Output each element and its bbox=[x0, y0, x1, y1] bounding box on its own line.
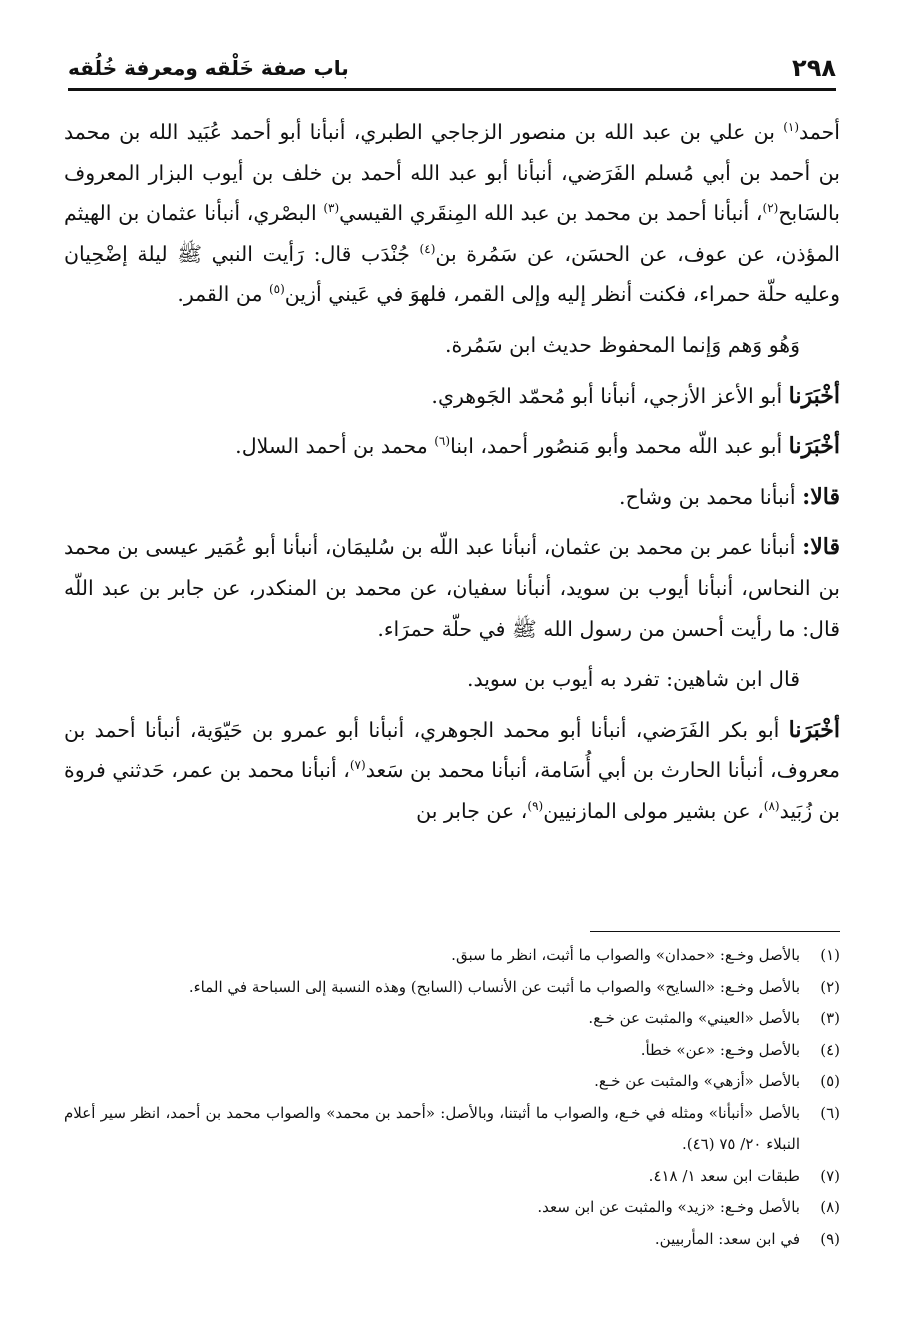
footnote-text: بالأصل وخـع: «عن» خطأ. bbox=[640, 1040, 800, 1059]
paragraph-5 bbox=[64, 477, 840, 518]
text-run: جُنْدَب قال: رَأيت النبي ﷺ ليلة إضْحِيان وعليه حلّة حمراء، فكنت أنظر إليه وإلى القمر، فلهوَ في عَيني أزين bbox=[64, 241, 840, 307]
lead-word: أخْبَرَنا bbox=[788, 433, 840, 460]
footnote-text: طبقات ابن سعد ١/ ٤١٨. bbox=[648, 1166, 800, 1185]
footnote-number: (١) bbox=[820, 946, 840, 964]
footnote-ref: (٤) bbox=[419, 241, 436, 256]
lead-word: أخْبَرَنا bbox=[788, 382, 840, 409]
text-run: أنبأنا محمد بن وشاح. bbox=[619, 484, 803, 509]
footnote-number: (٨) bbox=[820, 1198, 840, 1216]
footnote-ref: (٧) bbox=[349, 758, 366, 773]
lead-word: أخْبَرَنا bbox=[788, 716, 840, 743]
footnote-text: في ابن سعد: المأربيين. bbox=[654, 1229, 800, 1248]
footnotes bbox=[64, 940, 840, 1255]
footnote-8 bbox=[64, 1192, 840, 1224]
footnote-1 bbox=[64, 940, 840, 972]
text-run: محمد بن أحمد السلال. bbox=[235, 434, 435, 459]
text-run: من القمر. bbox=[177, 282, 269, 307]
text-run: أبو بكر الفَرَضي، أنبأنا أبو محمد الجوهري، أنبأنا أبو عمرو بن حَيّوَية، أنبأنا أحمد بن معروف، أنبأنا الحارث بن أبي أُسَامة، أنبأنا محمد بن سَعد bbox=[64, 717, 840, 783]
footnote-number: (٩) bbox=[820, 1229, 840, 1248]
footnote-ref: (٩) bbox=[527, 799, 544, 814]
footnote-text: بالأصل «أزهي» والمثبت عن خـع. bbox=[594, 1072, 800, 1090]
main-text bbox=[64, 112, 840, 832]
footnote-ref: (٥) bbox=[268, 282, 285, 297]
paragraph-3 bbox=[64, 376, 840, 417]
footnote-ref: (٦) bbox=[434, 434, 451, 449]
text-run: ، أنبأنا أحمد بن محمد بن عبد الله المِنقَري القيسي bbox=[339, 201, 763, 226]
text-run: أحمد bbox=[799, 120, 840, 144]
paragraph-8 bbox=[64, 710, 840, 832]
footnote-6 bbox=[64, 1098, 840, 1161]
lead-word: قالا: bbox=[802, 483, 840, 510]
text-run: أنبأنا عمر بن محمد بن عثمان، أنبأنا عبد اللّه بن سُليمَان، أنبأنا أبو عُمَير عيسى بن محمد بن النحاس، أنبأنا أيوب بن سويد، أنبأنا سفيان، عن محمد بن المنكدر، عن جابر بن عبد اللّه قال: ما رأيت أحسن من رسول الله ﷺ في حلّة حمرَاء. bbox=[64, 535, 840, 641]
text-run: ، عن جابر بن bbox=[416, 798, 528, 823]
footnote-divider bbox=[590, 931, 840, 932]
page-header bbox=[68, 48, 836, 91]
lead-word: قالا: bbox=[802, 534, 840, 561]
footnote-number: (٦) bbox=[820, 1103, 840, 1122]
footnote-ref: (١) bbox=[783, 120, 800, 135]
text-run: بن علي بن عبد الله بن منصور الزجاجي الطبري، أنبأنا أبو أحمد عُبَيد الله بن محمد بن أحمد بن أبي مُسلم الفَرَضي، أنبأنا أبو عبد الله أحمد بن خلف بن أيوب البزار المعروف بالسَابح bbox=[64, 120, 840, 226]
paragraph-1 bbox=[64, 112, 840, 315]
footnote-number: (٢) bbox=[820, 977, 840, 996]
footnote-number: (٧) bbox=[820, 1166, 840, 1185]
text-run: أبو الأعز الأزجي، أنبأنا أبو مُحمّد الجَوهري. bbox=[431, 383, 789, 408]
footnote-5 bbox=[64, 1066, 840, 1098]
footnote-text: بالأصل وخـع: «زيد» والمثبت عن ابن سعد. bbox=[537, 1198, 800, 1216]
paragraph-6 bbox=[64, 527, 840, 649]
paragraph-4 bbox=[64, 426, 840, 467]
paragraph-7: قال ابن شاهين: تفرد به أيوب بن سويد. bbox=[466, 667, 800, 692]
footnote-number: (٣) bbox=[820, 1009, 840, 1027]
footnote-7 bbox=[64, 1161, 840, 1193]
footnote-ref: (٣) bbox=[323, 201, 340, 216]
paragraph-2: وَهُو وَهم وَإنما المحفوظ حديث ابن سَمُرة. bbox=[445, 332, 800, 357]
footnote-4 bbox=[64, 1035, 840, 1067]
text-run: ، أنبأنا محمد بن عمر، حَدثني فروة بن زُبَيد bbox=[64, 758, 840, 823]
footnote-text: بالأصل «أنبأنا» ومثله في خـع، والصواب ما أثبتنا، وبالأصل: «أحمد بن محمد» والصواب محمد بن أحمد، انظر سير أعلام النبلاء ٢٠/ ٧٥ (٤٦). bbox=[64, 1103, 800, 1153]
footnote-ref: (٢) bbox=[762, 201, 779, 216]
footnote-3 bbox=[64, 1003, 840, 1035]
footnote-text: بالأصل «العيني» والمثبت عن خـع. bbox=[588, 1009, 800, 1027]
footnote-text: بالأصل وخـع: «حمدان» والصواب ما أثبت، انظر ما سبق. bbox=[451, 946, 800, 964]
footnote-2 bbox=[64, 972, 840, 1004]
footnote-text: بالأصل وخـع: «السايح» والصواب ما أثبت عن الأنساب (السابح) وهذه النسبة إلى السباحة في الماء. bbox=[188, 977, 800, 996]
footnote-9 bbox=[64, 1224, 840, 1256]
page-number: ٢٩٨ bbox=[792, 54, 836, 82]
footnote-ref: (٨) bbox=[763, 799, 780, 814]
text-run: البصْري، أنبأنا عثمان بن الهيثم المؤذن، عن عوف، عن الحسَن، عن سَمُرة بن bbox=[64, 201, 840, 266]
footnote-number: (٥) bbox=[820, 1072, 840, 1090]
text-run: أبو عبد اللّه محمد وأبو مَنصُور أحمد، ابنا bbox=[450, 434, 789, 459]
footnote-number: (٤) bbox=[820, 1040, 840, 1059]
running-title: باب صفة خَلْقه ومعرفة خُلُقه bbox=[68, 56, 349, 80]
text-run: ، عن بشير مولى المازنيين bbox=[543, 798, 764, 823]
